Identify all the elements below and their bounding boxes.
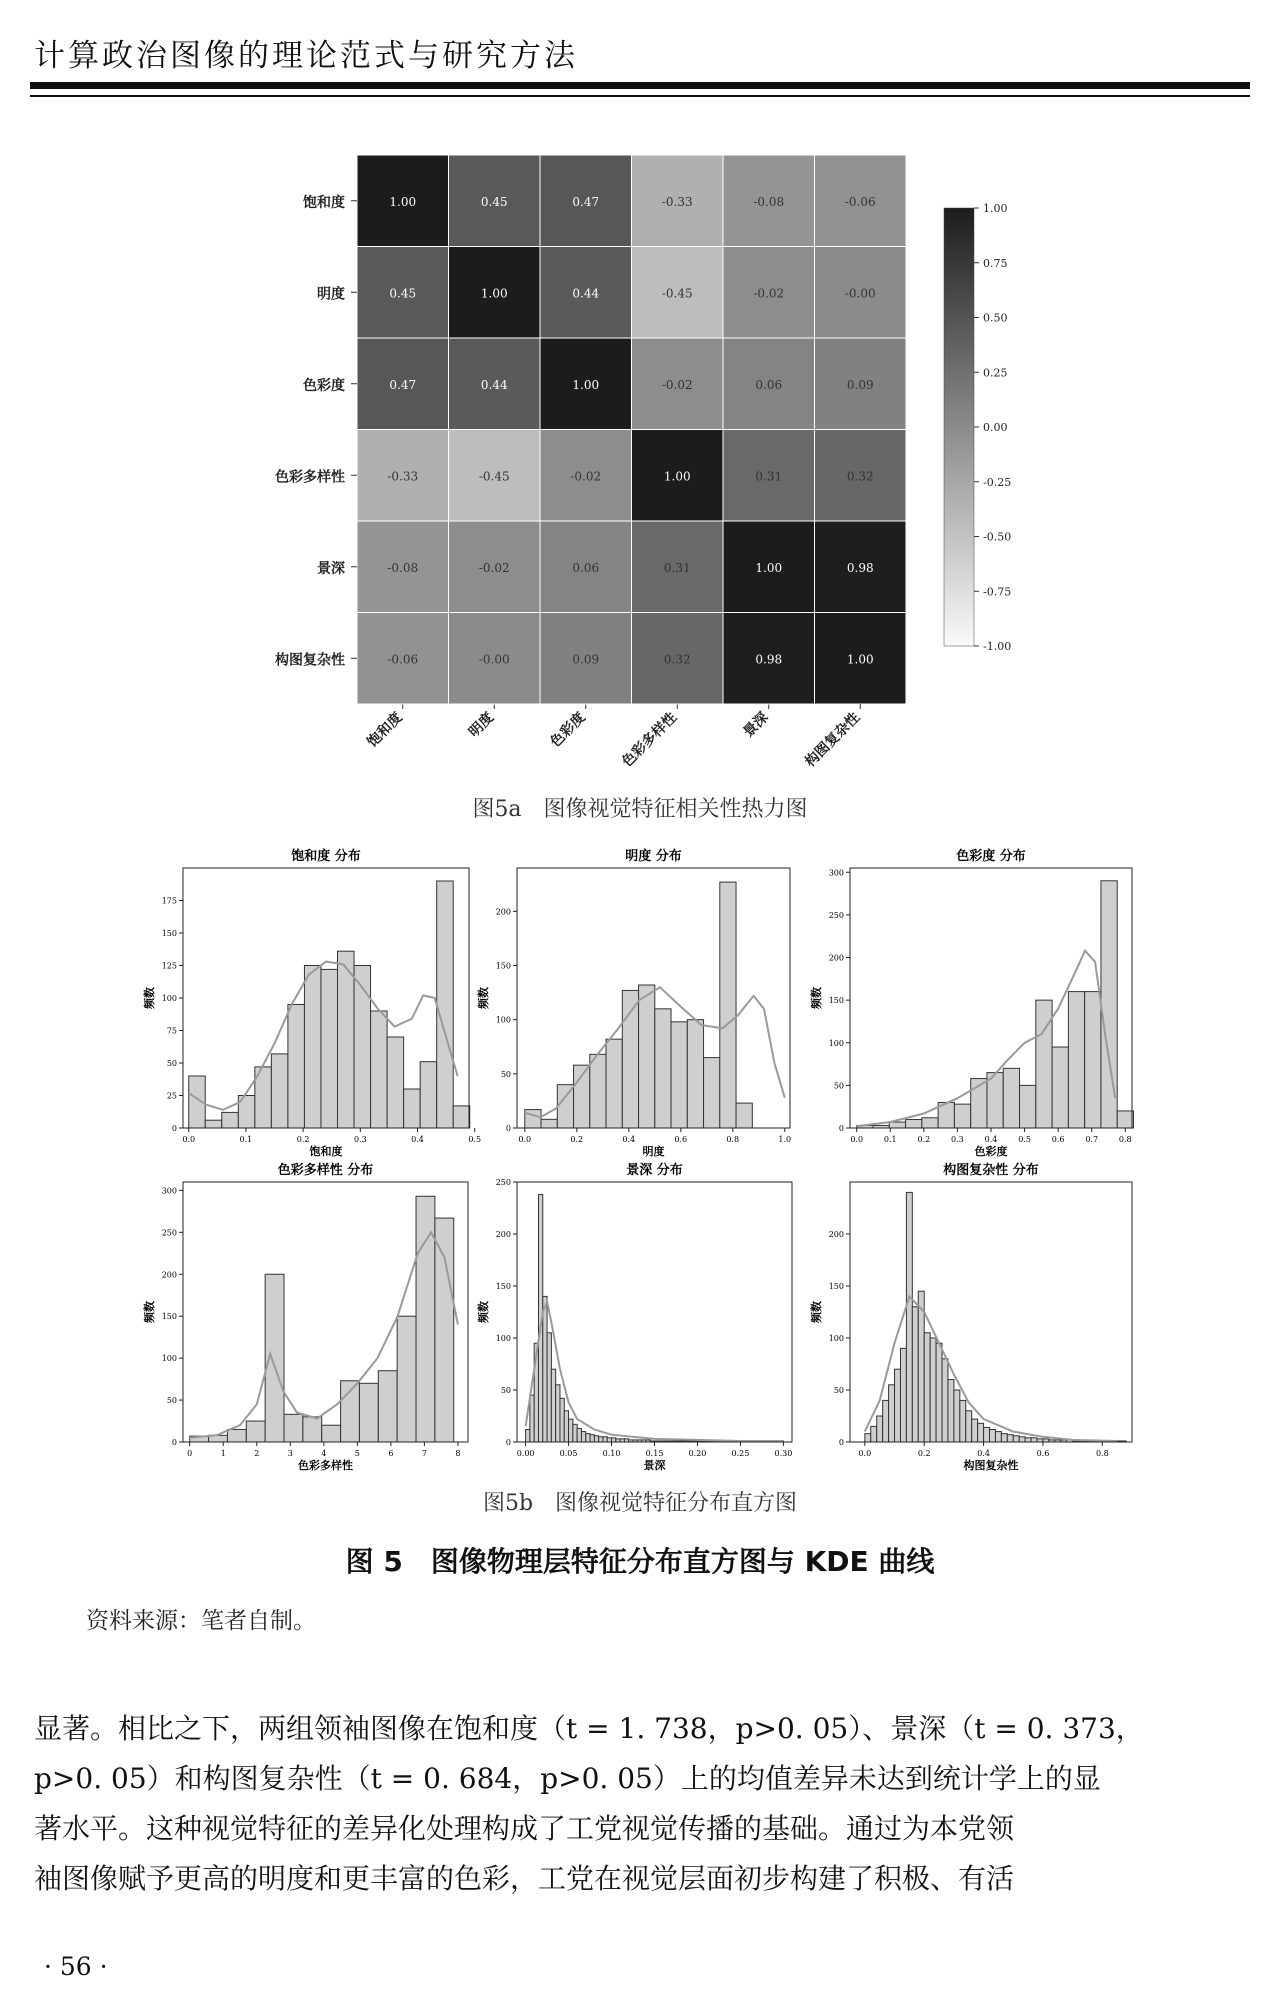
y-tick-label: 200 — [495, 907, 511, 917]
histogram-bar — [246, 1421, 265, 1442]
histogram-bar — [889, 1122, 905, 1128]
y-tick-label: 250 — [161, 1228, 177, 1238]
y-axis-label: 频数 — [810, 987, 823, 1009]
histogram-bar — [354, 966, 371, 1129]
y-tick-label: 100 — [495, 1015, 511, 1025]
y-tick-label: 50 — [833, 1386, 844, 1395]
heatmap-cell-label: 1.00 — [572, 377, 600, 392]
histogram-bar — [720, 882, 736, 1128]
heatmap-cell-label: -0.02 — [753, 286, 785, 301]
heatmap-cell-label: -0.33 — [661, 194, 693, 209]
x-tick-label: 0.30 — [774, 1449, 793, 1458]
histogram-bar — [1020, 1085, 1036, 1128]
y-axis-label: 频数 — [477, 1301, 490, 1323]
histogram-bar — [453, 1106, 470, 1128]
heatmap-col-label: 饱和度 — [364, 709, 406, 751]
y-tick-label: 150 — [828, 1282, 844, 1291]
histogram-bar — [525, 1110, 541, 1128]
histogram-bar — [590, 1435, 594, 1442]
histogram-bar — [569, 1419, 573, 1442]
heatmap-cell-label: -0.06 — [387, 652, 419, 667]
histogram-panel — [142, 848, 481, 1158]
histogram-bar — [227, 1429, 246, 1442]
body-line: 袖图像赋予更高的明度和更丰富的色彩，工党在视觉层面初步构建了积极、有活 — [34, 1862, 1015, 1895]
y-axis-label: 频数 — [143, 1301, 156, 1323]
y-tick-label: 25 — [166, 1091, 177, 1101]
y-tick-label: 150 — [161, 929, 177, 938]
histogram-bar — [918, 1291, 924, 1442]
histogram-bar — [1031, 1438, 1037, 1442]
x-tick-label: 0.0 — [850, 1135, 864, 1144]
histogram-bar — [271, 1054, 288, 1128]
x-tick-label: 0.4 — [622, 1135, 636, 1144]
histogram-bar — [930, 1338, 936, 1442]
x-tick-label: 0.2 — [917, 1135, 931, 1144]
histogram-bar — [599, 1437, 603, 1442]
x-axis-label: 构图复杂性 — [963, 1459, 1019, 1472]
colorbar-tick-label: -0.25 — [983, 475, 1012, 489]
histogram-bar — [1013, 1436, 1019, 1442]
heatmap-row-label: 景深 — [317, 560, 345, 577]
histogram-bar — [942, 1359, 948, 1442]
heatmap-cell-label: -0.02 — [570, 469, 602, 484]
heatmap-cell-label: -0.06 — [844, 194, 876, 209]
histogram-bar — [1003, 1068, 1019, 1128]
x-tick-label: 0.4 — [411, 1135, 424, 1144]
y-tick-label: 175 — [161, 896, 177, 906]
y-tick-label: 100 — [495, 1334, 511, 1343]
y-tick-label: 0 — [838, 1124, 844, 1133]
histogram-bar — [1019, 1437, 1025, 1442]
x-tick-label: 1 — [220, 1449, 226, 1458]
histogram-bar — [581, 1432, 585, 1442]
x-tick-label: 0.1 — [883, 1135, 897, 1144]
histogram-bar — [1052, 1047, 1068, 1128]
histogram-title: 色彩多样性 分布 — [277, 1163, 374, 1178]
header-rule-thick — [30, 82, 1250, 89]
histogram-bar — [987, 1073, 1003, 1128]
y-tick-label: 0 — [505, 1438, 511, 1447]
histogram-bar — [541, 1119, 557, 1128]
heatmap-cell-label: 0.45 — [480, 194, 508, 209]
x-tick-label: 0.00 — [516, 1449, 535, 1458]
y-tick-label: 50 — [500, 1386, 511, 1395]
colorbar-tick-label: -1.00 — [983, 640, 1012, 653]
heatmap-cell-label: 0.47 — [572, 194, 600, 209]
heatmap-col-label: 构图复杂性 — [802, 709, 864, 771]
histogram-bar — [543, 1296, 547, 1442]
fig5a-caption: 图5a 图像视觉特征相关性热力图 — [472, 797, 808, 822]
histogram-title: 景深 分布 — [626, 1163, 683, 1178]
y-tick-label: 150 — [495, 1282, 511, 1291]
histogram-bar — [397, 1316, 416, 1442]
histogram-bar — [871, 1426, 877, 1442]
histogram-bar — [435, 1218, 454, 1442]
colorbar-tick-label: 0.50 — [983, 311, 1008, 325]
histogram-bar — [284, 1414, 303, 1442]
heatmap-row-label: 色彩多样性 — [275, 469, 345, 486]
histogram-bar — [606, 1039, 622, 1128]
x-tick-label: 2 — [254, 1449, 260, 1458]
heatmap-cell-label: 0.98 — [755, 652, 783, 667]
x-tick-label: 0.4 — [984, 1135, 998, 1144]
body-line: 显著。相比之下，两组领袖图像在饱和度（t = 1. 738，p>0. 05）、景深（t = 0. 373， — [34, 1712, 1144, 1745]
heatmap-cell-label: -0.00 — [844, 286, 876, 301]
y-axis-label: 频数 — [810, 1301, 823, 1323]
y-tick-label: 200 — [161, 1270, 177, 1280]
histogram-bar — [960, 1400, 966, 1442]
histogram-bar — [936, 1343, 942, 1442]
x-tick-label: 0 — [187, 1449, 193, 1458]
heatmap-col-label: 明度 — [465, 709, 498, 741]
heatmap-row-label: 饱和度 — [303, 194, 345, 211]
histogram-title: 构图复杂性 分布 — [943, 1163, 1039, 1178]
histogram-bar — [889, 1385, 895, 1442]
histogram-panel — [476, 1162, 792, 1472]
histogram-title: 色彩度 分布 — [956, 849, 1026, 864]
y-axis-label: 频数 — [477, 987, 490, 1009]
heatmap-cell-label: -0.33 — [387, 469, 419, 484]
histogram-bar — [922, 1118, 938, 1128]
heatmap-row-label: 构图复杂性 — [275, 652, 345, 669]
heatmap-cell-label: 0.44 — [572, 286, 600, 301]
histogram-bar — [304, 966, 321, 1129]
x-tick-label: 0.5 — [468, 1135, 482, 1144]
x-tick-label: 0.0 — [518, 1135, 532, 1144]
y-tick-label: 200 — [828, 953, 844, 963]
histogram-bar — [671, 1022, 687, 1128]
histogram-bar — [303, 1417, 322, 1442]
heatmap-cell-label: 1.00 — [480, 286, 508, 301]
x-tick-label: 0.10 — [602, 1449, 621, 1458]
x-tick-label: 0.0 — [182, 1135, 196, 1144]
heatmap-cell-label: -0.08 — [753, 194, 785, 209]
x-tick-label: 0.8 — [726, 1135, 740, 1144]
heatmap-cell-label: 1.00 — [389, 194, 417, 209]
colorbar-tick-label: 1.00 — [983, 202, 1008, 215]
x-tick-label: 0.6 — [1036, 1449, 1050, 1458]
histogram-bar — [900, 1348, 906, 1442]
x-tick-label: 0.1 — [239, 1135, 253, 1144]
y-tick-label: 200 — [828, 1230, 844, 1239]
heatmap-cell-label: 1.00 — [846, 652, 874, 667]
histogram-bar — [895, 1369, 901, 1442]
y-tick-label: 100 — [828, 1038, 844, 1048]
histogram-bar — [420, 1062, 437, 1128]
histogram-bar — [590, 1054, 606, 1128]
y-tick-label: 50 — [500, 1069, 511, 1079]
y-tick-label: 150 — [161, 1312, 177, 1322]
heatmap-cell-label: 0.09 — [846, 377, 874, 392]
histogram-bar — [547, 1333, 551, 1442]
x-tick-label: 5 — [354, 1449, 360, 1458]
y-tick-label: 300 — [161, 1186, 177, 1196]
histogram-bar — [612, 1438, 616, 1442]
histogram-bar — [883, 1400, 889, 1442]
x-tick-label: 0.5 — [1018, 1135, 1031, 1144]
heatmap-cell-label: 0.47 — [389, 377, 417, 392]
x-tick-label: 6 — [388, 1449, 394, 1458]
heatmap-cell-label: 1.00 — [755, 560, 783, 575]
y-tick-label: 0 — [171, 1438, 177, 1447]
histogram-bar — [954, 1390, 960, 1442]
fig5-title: 图 5 图像物理层特征分布直方图与 KDE 曲线 — [345, 1545, 935, 1578]
heatmap-cell-label: 0.31 — [663, 560, 691, 575]
histogram-bar — [387, 1037, 404, 1128]
histogram-bar — [1117, 1111, 1133, 1128]
histogram-bar — [222, 1112, 239, 1128]
histogram-bar — [972, 1419, 978, 1442]
histogram-bar — [906, 1119, 922, 1128]
histogram-bar — [586, 1434, 590, 1442]
running-title: 计算政治图像的理论范式与研究方法 — [34, 38, 578, 74]
source-note: 资料来源：笔者自制。 — [86, 1608, 316, 1634]
x-tick-label: 0.2 — [570, 1135, 584, 1144]
heatmap-cell-label: -0.08 — [387, 560, 419, 575]
histogram-bar — [337, 951, 354, 1128]
heatmap-row-label: 明度 — [317, 286, 345, 303]
colorbar-tick-label: 0.00 — [983, 421, 1008, 434]
x-tick-label: 0.3 — [353, 1135, 367, 1144]
y-tick-label: 0 — [838, 1438, 844, 1447]
x-tick-label: 0.25 — [731, 1449, 750, 1458]
x-tick-label: 0.8 — [1095, 1449, 1109, 1458]
colorbar — [944, 208, 974, 646]
y-tick-label: 50 — [833, 1081, 844, 1091]
colorbar-tick-label: 0.75 — [983, 256, 1008, 270]
histogram-bar — [526, 1430, 530, 1442]
x-axis-label: 色彩多样性 — [298, 1459, 353, 1472]
heatmap-cell-label: -0.00 — [478, 652, 510, 667]
y-tick-label: 250 — [828, 910, 844, 920]
x-axis-label: 明度 — [642, 1145, 665, 1158]
x-axis-label: 饱和度 — [309, 1145, 343, 1158]
heatmap-cell-label: -0.45 — [478, 469, 510, 484]
body-line: 著水平。这种视觉特征的差异化处理构成了工党视觉传播的基础。通过为本党领 — [34, 1812, 1015, 1845]
histogram-bar — [995, 1432, 1001, 1442]
heatmap-cell-label: 0.44 — [480, 377, 508, 392]
x-tick-label: 8 — [455, 1449, 461, 1458]
histogram-bar — [1007, 1435, 1013, 1442]
histogram-bar — [655, 1009, 671, 1128]
histogram-bar — [639, 985, 655, 1128]
histogram-bar — [924, 1333, 930, 1442]
histogram-bar — [265, 1274, 284, 1442]
y-tick-label: 150 — [828, 996, 844, 1006]
histogram-bar — [551, 1369, 555, 1442]
y-axis-label: 频数 — [143, 987, 156, 1009]
histogram-bar — [1025, 1438, 1031, 1442]
histogram-bar — [948, 1380, 954, 1442]
histogram-bar — [288, 1005, 305, 1129]
histogram-bar — [530, 1395, 534, 1442]
x-tick-label: 0.6 — [1051, 1135, 1065, 1144]
y-tick-label: 75 — [166, 1026, 177, 1036]
histogram-bar — [205, 1120, 222, 1128]
heatmap-col-label: 色彩度 — [547, 709, 589, 751]
histogram-bar — [984, 1427, 990, 1442]
histogram-bar — [877, 1416, 883, 1442]
header-rule-thin — [30, 95, 1250, 97]
histogram-panel — [809, 848, 1134, 1158]
histogram-bar — [990, 1430, 996, 1442]
histogram-bar — [704, 1058, 720, 1128]
heatmap-cell-label: 0.31 — [755, 469, 783, 484]
heatmap-cell-label: -0.45 — [661, 286, 693, 301]
heatmap-cell-label: 0.45 — [389, 286, 417, 301]
histogram-bar — [1036, 1000, 1052, 1128]
y-tick-label: 100 — [161, 994, 177, 1003]
y-tick-label: 200 — [495, 1230, 511, 1239]
histogram-bar — [687, 1020, 703, 1128]
histogram-bar — [912, 1307, 918, 1442]
histogram-bar — [865, 1434, 871, 1442]
body-line: p>0. 05）和构图复杂性（t = 0. 684，p>0. 05）上的均值差异未达到统计学上的显 — [34, 1762, 1101, 1795]
heatmap-col-label: 景深 — [740, 709, 772, 741]
histogram-bar — [1068, 992, 1084, 1128]
heatmap-cell-label: 0.98 — [846, 560, 874, 575]
heatmap-cell-label: 0.06 — [755, 377, 783, 392]
heatmap-cell-label: 0.32 — [663, 652, 691, 667]
histogram-bar — [577, 1428, 581, 1442]
heatmap-cell-label: -0.02 — [478, 560, 510, 575]
x-tick-label: 3 — [287, 1449, 293, 1458]
x-tick-label: 7 — [421, 1449, 427, 1458]
histogram-bar — [906, 1192, 912, 1442]
heatmap-cell-label: 1.00 — [663, 469, 691, 484]
x-tick-label: 0.20 — [688, 1449, 707, 1458]
histogram-bar — [359, 1383, 378, 1442]
y-tick-label: 100 — [828, 1334, 844, 1343]
x-tick-label: 1.0 — [778, 1135, 792, 1144]
histogram-bar — [736, 1103, 752, 1128]
histogram-bar — [556, 1385, 560, 1442]
histogram-grid — [0, 840, 1280, 1480]
colorbar-tick-label: -0.75 — [983, 585, 1012, 599]
y-tick-label: 300 — [828, 868, 844, 878]
x-tick-label: 0.0 — [858, 1449, 872, 1458]
heatmap-cell-label: 0.06 — [572, 560, 600, 575]
x-tick-label: 0.7 — [1085, 1135, 1099, 1144]
heatmap-row-label: 色彩度 — [303, 377, 345, 394]
x-tick-label: 0.2 — [917, 1449, 931, 1458]
x-axis-label: 景深 — [643, 1459, 666, 1472]
histogram-bar — [560, 1398, 564, 1442]
x-tick-label: 0.15 — [645, 1449, 664, 1458]
x-tick-label: 0.6 — [674, 1135, 688, 1144]
y-tick-label: 0 — [505, 1124, 511, 1133]
x-tick-label: 4 — [321, 1449, 327, 1458]
histogram-bar — [1001, 1434, 1007, 1442]
histogram-bar — [966, 1411, 972, 1442]
y-tick-label: 125 — [161, 961, 177, 971]
heatmap-cell-label: 0.09 — [572, 652, 600, 667]
y-tick-label: 50 — [166, 1396, 177, 1406]
y-tick-label: 50 — [166, 1059, 177, 1068]
histogram-bar — [573, 1424, 577, 1442]
histogram-bar — [322, 1425, 341, 1442]
colorbar-tick-label: 0.25 — [983, 366, 1008, 380]
histogram-bar — [321, 969, 338, 1128]
histogram-bar — [603, 1437, 607, 1442]
histogram-bar — [404, 1089, 421, 1128]
histogram-bar — [437, 881, 454, 1128]
x-tick-label: 0.8 — [1118, 1135, 1132, 1144]
y-tick-label: 0 — [171, 1124, 177, 1133]
x-tick-label: 0.4 — [977, 1449, 990, 1458]
heatmap-cell-label: -0.02 — [661, 377, 693, 392]
y-tick-label: 250 — [495, 1178, 511, 1187]
heatmap-col-label: 色彩多样性 — [619, 709, 681, 771]
colorbar-tick-label: -0.50 — [983, 530, 1012, 544]
histogram-title: 饱和度 分布 — [291, 849, 361, 864]
correlation-heatmap — [0, 140, 1280, 780]
histogram-bar — [954, 1104, 970, 1128]
x-tick-label: 0.3 — [951, 1135, 964, 1144]
histogram-bar — [607, 1438, 611, 1442]
histogram-panel — [142, 1162, 468, 1472]
histogram-title: 明度 分布 — [625, 849, 682, 864]
histogram-bar — [594, 1436, 598, 1442]
histogram-bar — [564, 1411, 568, 1442]
page-number: · 56 · — [44, 1952, 108, 1981]
fig5b-caption: 图5b 图像视觉特征分布直方图 — [482, 1491, 798, 1516]
histogram-panel — [809, 1162, 1132, 1472]
y-tick-label: 100 — [161, 1354, 177, 1364]
histogram-bar — [978, 1423, 984, 1442]
x-axis-label: 色彩度 — [974, 1145, 1008, 1158]
heatmap-cell-label: 0.32 — [846, 469, 874, 484]
histogram-panel — [476, 848, 791, 1158]
histogram-bar — [1085, 992, 1101, 1128]
x-tick-label: 0.2 — [296, 1135, 310, 1144]
body-paragraph — [34, 1704, 1250, 1904]
histogram-bar — [371, 1011, 388, 1128]
y-tick-label: 150 — [495, 961, 511, 971]
x-tick-label: 0.05 — [559, 1449, 578, 1458]
histogram-bar — [378, 1371, 397, 1442]
